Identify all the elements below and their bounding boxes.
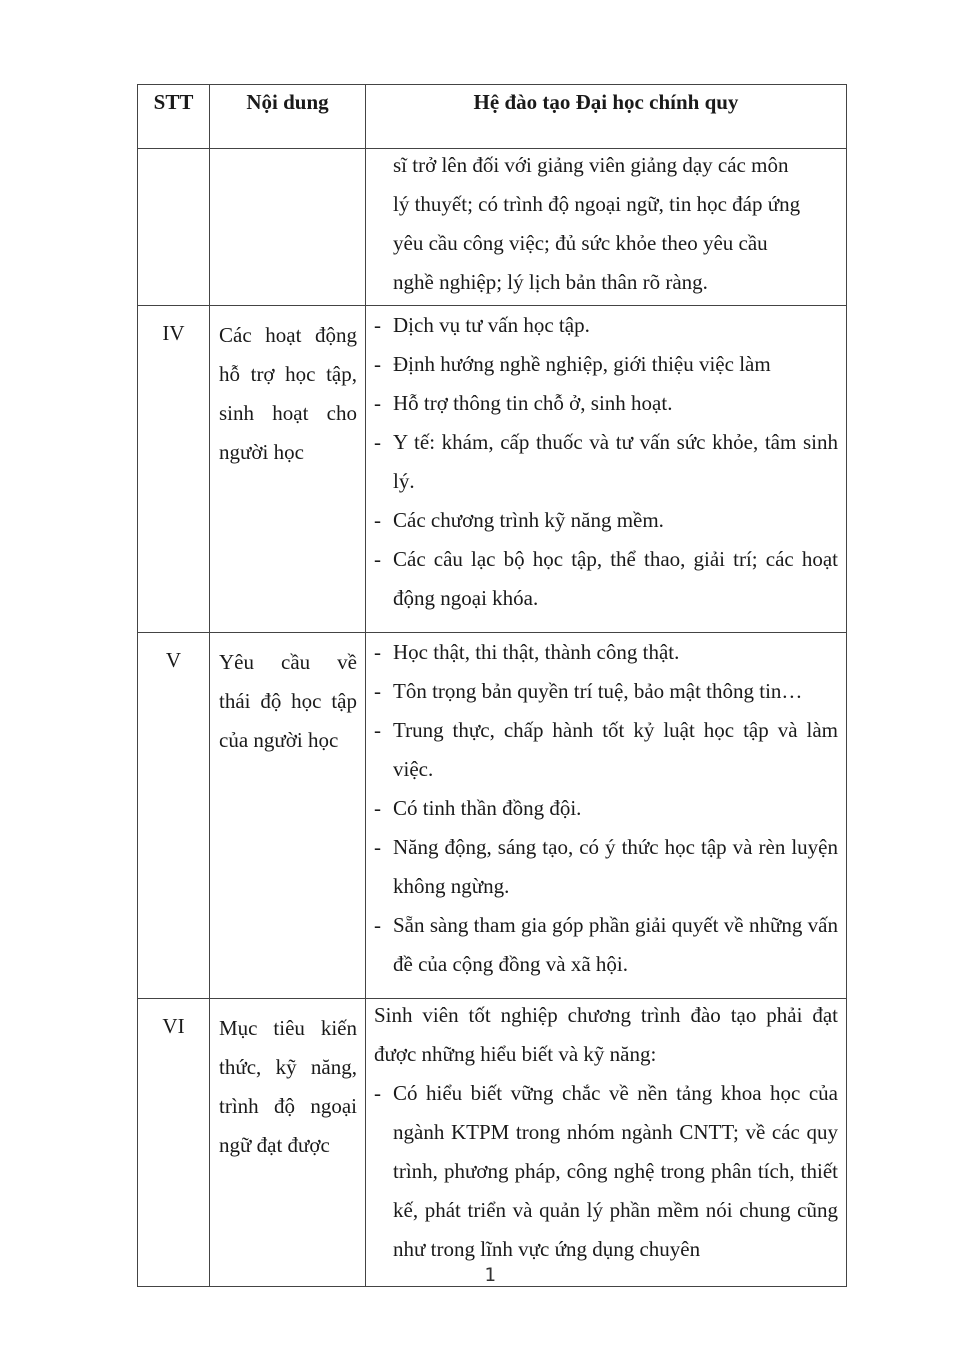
- stt-cell: [138, 149, 210, 306]
- list-item: - Y tế: khám, cấp thuốc và tư vấn sức khỏe, tâm sinh lý.: [374, 423, 838, 501]
- noi-dung-cell: [210, 999, 366, 1287]
- list-item: - Các câu lạc bộ học tập, thể thao, giải trí; các hoạt động ngoại khóa.: [374, 540, 838, 618]
- content-cell: [366, 149, 847, 306]
- list-item: - Các chương trình kỹ năng mềm.: [374, 501, 838, 540]
- noi-dung-line: thái độ học tập: [219, 689, 357, 713]
- list-item: - Định hướng nghề nghiệp, giới thiệu việc làm: [374, 345, 838, 384]
- noi-dung-line: ngữ đạt được: [219, 1133, 330, 1157]
- content-cell: [366, 999, 847, 1287]
- stt-cell: V: [138, 633, 210, 999]
- content-cell: [366, 633, 847, 999]
- noi-dung-line: trình độ ngoại: [219, 1094, 357, 1118]
- content-cell: [366, 306, 847, 633]
- noi-dung-line: Yêu cầu về: [219, 650, 357, 674]
- noi-dung-line: người học: [219, 440, 304, 464]
- bullet-list: [374, 633, 838, 984]
- stt-cell: IV: [138, 306, 210, 633]
- list-item: - Có tinh thần đồng đội.: [374, 789, 838, 828]
- noi-dung-line: thức, kỹ năng,: [219, 1055, 357, 1079]
- continuation-line: sĩ trở lên đối với giảng viên giảng dạy các môn: [393, 153, 789, 177]
- bullet-list: [374, 306, 838, 618]
- intro-text: Sinh viên tốt nghiệp chương trình đào tạo phải đạt được những hiểu biết và kỹ năng:: [374, 1003, 838, 1066]
- list-item: - Hỗ trợ thông tin chỗ ở, sinh hoạt.: [374, 384, 838, 423]
- noi-dung-line: hỗ trợ học tập,: [219, 362, 357, 386]
- header-noi-dung: Nội dung: [210, 85, 366, 149]
- continuation-line: yêu cầu công việc; đủ sức khỏe theo yêu cầu: [393, 231, 768, 255]
- page-number: 1: [484, 1264, 496, 1286]
- noi-dung-line: Mục tiêu kiến: [219, 1016, 357, 1040]
- noi-dung-line: của người học: [219, 728, 339, 752]
- list-item: - Dịch vụ tư vấn học tập.: [374, 306, 838, 345]
- table-header-row: [138, 85, 847, 149]
- list-item: - Sẵn sàng tham gia góp phần giải quyết về những vấn đề của cộng đồng và xã hội.: [374, 906, 838, 984]
- noi-dung-cell: [210, 306, 366, 633]
- noi-dung-cell: [210, 149, 366, 306]
- list-item: - Tôn trọng bản quyền trí tuệ, bảo mật thông tin…: [374, 672, 838, 711]
- table-row: [138, 999, 847, 1287]
- list-item: - Học thật, thi thật, thành công thật.: [374, 633, 838, 672]
- list-item: - Năng động, sáng tạo, có ý thức học tập và rèn luyện không ngừng.: [374, 828, 838, 906]
- noi-dung-line: Các hoạt động: [219, 323, 357, 347]
- stt-cell: VI: [138, 999, 210, 1287]
- continuation-line: lý thuyết; có trình độ ngoại ngữ, tin học đáp ứng: [393, 192, 801, 216]
- noi-dung-cell: [210, 633, 366, 999]
- noi-dung-line: sinh hoạt cho: [219, 401, 357, 425]
- table-row-continuation: [138, 149, 847, 306]
- bullet-list: [374, 1074, 838, 1269]
- header-he-dao-tao: Hệ đào tạo Đại học chính quy: [366, 85, 847, 149]
- list-item: - Trung thực, chấp hành tốt kỷ luật học tập và làm việc.: [374, 711, 838, 789]
- table-row: [138, 633, 847, 999]
- header-stt: STT: [138, 85, 210, 149]
- list-item: - Có hiểu biết vững chắc về nền tảng khoa học của ngành KTPM trong nhóm ngành CNTT; về các quy trình, phương pháp, công nghệ trong phân tích, thiết kế, phát triển và quản lý phần mềm nói chung cũng như trong lĩnh vực ứng dụng chuyên: [374, 1074, 838, 1269]
- continuation-line: nghề nghiệp; lý lịch bản thân rõ ràng.: [393, 270, 708, 294]
- table-row: [138, 306, 847, 633]
- curriculum-table: [137, 84, 847, 1287]
